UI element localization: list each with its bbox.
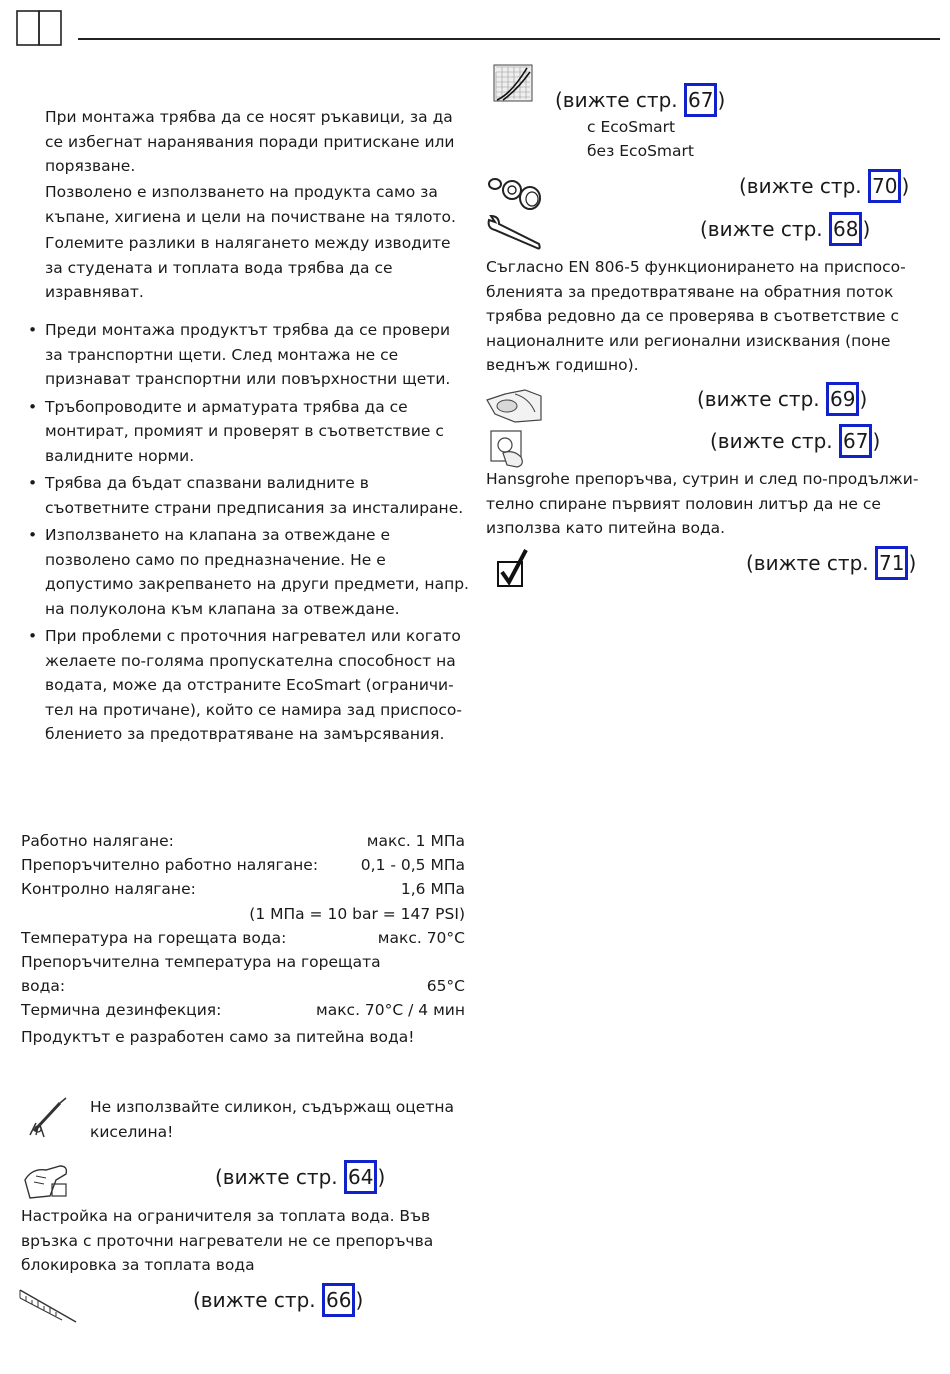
spec-value: 0,1 - 0,5 МПа — [360, 856, 465, 875]
page-66-link[interactable]: 66 — [322, 1283, 355, 1317]
spec-row — [21, 950, 465, 974]
list-item: • Преди монтажа продуктът трябва да се провери за транспортни щети. След монтажа не се признават транспортни или повърхностни щети. — [28, 321, 451, 388]
spec-row — [21, 829, 465, 853]
ruler-icon — [18, 1286, 78, 1326]
hand-adjust-icon — [22, 1160, 72, 1202]
safety-paragraph-1: При монтажа трябва да се носят ръкавици, за да се избегнат наранявания поради притискане или порязване. — [45, 108, 455, 175]
spec-label: Препоръчително работно налягане: — [21, 856, 319, 875]
parts-icon — [486, 172, 544, 212]
spec-label: Препоръчителна температура на горещата — [21, 953, 381, 972]
spec-label: Термична дезинфекция: — [21, 1001, 222, 1020]
silicone-warning: Не използвайте силикон, съдържащ оцетна киселина! — [90, 1098, 455, 1141]
en806-text: Съгласно EN 806-5 функционирането на приспосо-бленията за предотвратяване на обратния поток трябва редовно да се проверява в съответствие с националните или регионални изисквания (поне веднъж годишно). — [486, 258, 906, 374]
list-item: • Използването на клапана за отвеждане е позволено само по предназначение. Не е допустимо закрепването на други предмети, напр. на полуколона към клапана за отвеждане. — [28, 526, 469, 618]
spec-label: Работно налягане: — [21, 832, 174, 850]
spec-value: 65°C — [426, 977, 465, 996]
spec-row — [21, 998, 465, 1022]
spec-value: макс. 1 МПа — [366, 832, 465, 850]
spec-row — [21, 877, 465, 901]
book-icon — [16, 10, 62, 48]
flow-diagram-icon — [493, 64, 533, 102]
see-page-66: (вижте стр. 66 ) — [193, 1283, 363, 1317]
page-68-link[interactable]: 68 — [829, 212, 862, 246]
drinking-water-note: Продуктът е разработен само за питейна вода! — [21, 1028, 415, 1046]
technical-specs — [21, 829, 465, 1023]
see-page-70: (вижте стр. 70 ) — [739, 169, 909, 203]
spec-value: макс. 70°C / 4 мин — [316, 1001, 465, 1020]
list-item: • При проблеми с проточния нагревател или когато желаете по-голяма пропускателна способност на водата, може да отстраните EcoSmart (ограничи-тел на протичане), който се намира зад приспосо-блението за предотвратяване на замърсявания. — [28, 627, 462, 743]
page-69-link[interactable]: 69 — [826, 382, 859, 416]
hot-water-limiter-text: Настройка на ограничителя за топлата вода. Във връзка с проточни нагреватели не се препоръчва блокировка за топлата вода — [21, 1207, 434, 1274]
checkbox-checked-icon — [496, 548, 530, 590]
wrench-icon — [485, 214, 543, 254]
installation-bullets — [22, 318, 470, 750]
spec-value: (1 МПа = 10 bar = 147 PSI) — [249, 904, 465, 923]
see-page-67-a: (вижте стр. 67 ) — [555, 83, 725, 117]
header-rule — [78, 38, 940, 40]
see-page-64: (вижте стр. 64 ) — [215, 1160, 385, 1194]
spec-row — [21, 974, 465, 998]
ecosmart-with-label: с EcoSmart — [587, 118, 676, 136]
spec-row — [21, 902, 465, 926]
list-item: • Тръбопроводите и арматурата трябва да се монтират, промият и проверят в съответствие с валидните норми. — [28, 397, 444, 465]
silicone-gun-icon — [26, 1095, 70, 1139]
page-70-link[interactable]: 70 — [868, 169, 901, 203]
spec-value: 1,6 МПа — [400, 880, 465, 899]
hansgrohe-text: Hansgrohe препоръчва, сутрин и след по-продължи-телно спиране първият половин литър да не се използва като питейна вода. — [486, 470, 919, 537]
page-67-link[interactable]: 67 — [684, 83, 717, 117]
hand-turning-icon — [487, 427, 535, 469]
safety-paragraph-2: Позволено е използването на продукта само за къпане, хигиена и цели на почистване на тялото. — [45, 183, 456, 226]
see-page-68: (вижте стр. 68 ) — [700, 212, 870, 246]
spec-value: макс. 70°C — [377, 928, 465, 947]
ecosmart-without-label: без EcoSmart — [587, 142, 694, 160]
spec-label: вода: — [21, 977, 66, 996]
page-67-link[interactable]: 67 — [839, 424, 872, 458]
hand-cleaning-icon — [485, 386, 543, 424]
see-page-67-b: (вижте стр. 67 ) — [710, 424, 880, 458]
page-71-link[interactable]: 71 — [875, 546, 908, 580]
spec-row — [21, 926, 465, 950]
page-64-link[interactable]: 64 — [344, 1160, 377, 1194]
spec-label: Контролно налягане: — [21, 880, 196, 899]
see-page-71: (вижте стр. 71 ) — [746, 546, 916, 580]
spec-label: Температура на горещата вода: — [21, 928, 287, 947]
list-item: • Трябва да бъдат спазвани валидните в съответните страни предписания за инсталиране. — [28, 474, 464, 517]
safety-paragraph-3: Големите разлики в налягането между изводите за студената и топлата вода трябва да се изравняват. — [45, 234, 451, 301]
see-page-69: (вижте стр. 69 ) — [697, 382, 867, 416]
spec-row — [21, 853, 465, 877]
